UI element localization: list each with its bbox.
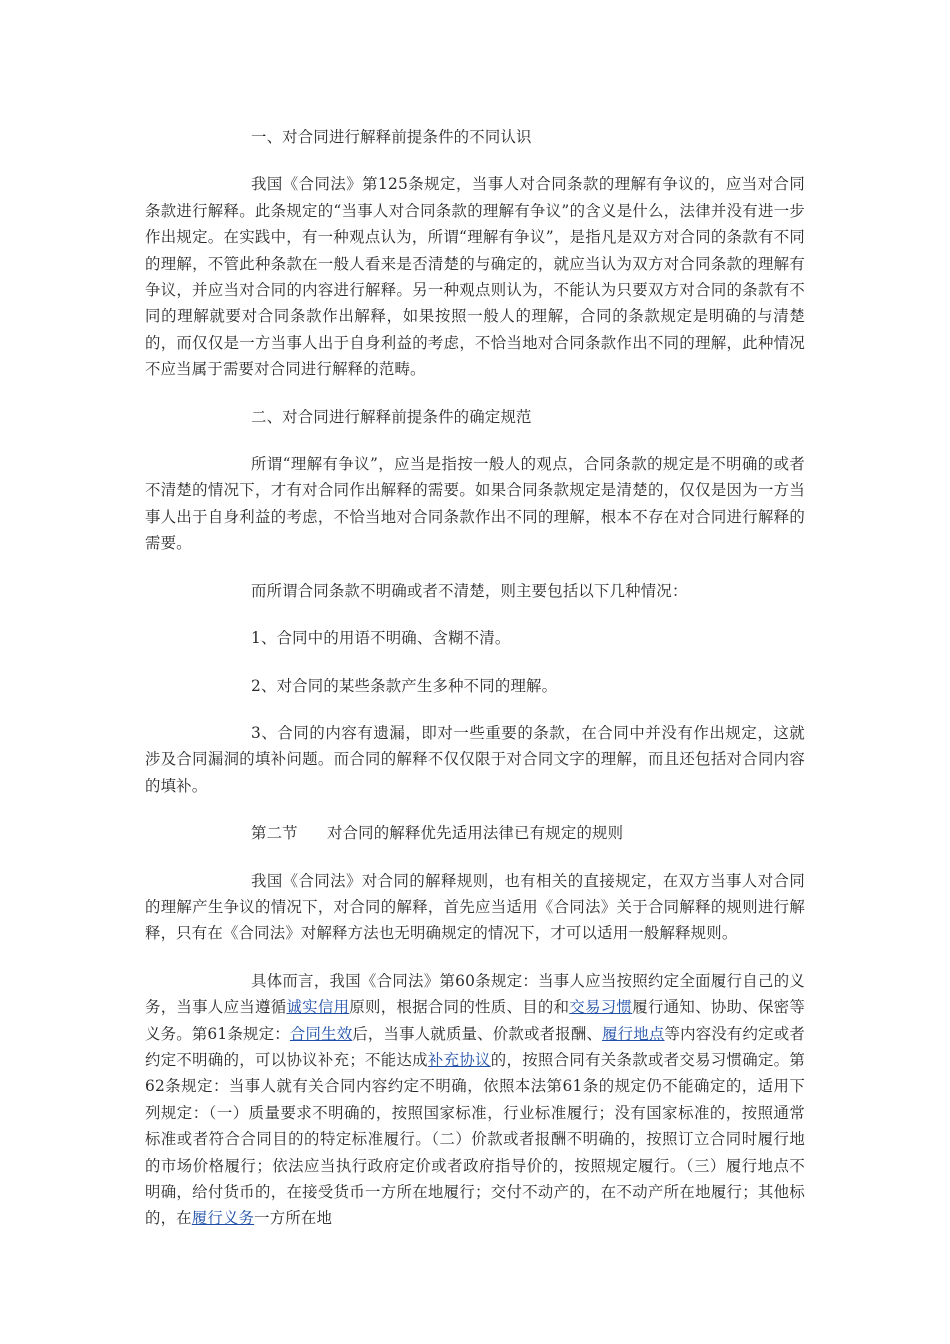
paragraph-5-text-6: 的，按照合同有关条款或者交易习惯确定。第62条规定：当事人就有关合同内容约定不明确，依照本法第61条的规定仍不能确定的，适用下列规定：（一）质量要求不明确的，按照国家标准，行业标准履行；没有国家标准的，按照通常标准或者符合合同目的的特定标准履行。（二）价款或者报酬不明确的，按照订立合同时履行地的市场价格履行；依法应当执行政府定价或者政府指导价的，按照规定履行。（三）履行地点不明确，给付货币的，在接受货币一方所在地履行；交付不动产的，在不动产所在地履行；其他标的，在: [145, 1050, 805, 1228]
paragraph-3: 而所谓合同条款不明确或者不清楚，则主要包括以下几种情况：: [251, 581, 688, 600]
link-supplementary-agreement[interactable]: 补充协议: [427, 1050, 491, 1069]
paragraph-5-text-4: 后，当事人就质量、价款或者报酬、: [352, 1024, 603, 1043]
heading-2: 二、对合同进行解释前提条件的确定规范: [251, 407, 532, 426]
paragraph-4: 我国《合同法》对合同的解释规则，也有相关的直接规定，在双方当事人对合同的理解产生争议的情况下，对合同的解释，首先应当适用《合同法》关于合同解释的规则进行解释，只有在《合同法》对解释方法也无明确规定的情况下，才可以适用一般解释规则。: [145, 871, 805, 943]
list-item-3: 3、合同的内容有遗漏，即对一些重要的条款，在合同中并没有作出规定，这就涉及合同漏洞的填补问题。而合同的解释不仅仅限于对合同文字的理解，而且还包括对合同内容的填补。: [145, 723, 805, 795]
paragraph-5: [145, 968, 805, 1232]
paragraph-5-text-5: 等内容没有约定或者约定不明确的，可以协议补充；不能达成: [145, 1024, 805, 1069]
paragraph-5-text-7: 一方所在地: [254, 1209, 333, 1228]
list-item-1: 1、合同中的用语不明确、含糊不清。: [251, 629, 511, 648]
paragraph-5-text-1: 具体而言，我国《合同法》第60条规定：当事人应当按照约定全面履行自己的义务，当事人应当遵循: [145, 971, 805, 1017]
paragraph-5-text-3: 履行通知、协助、保密等义务。第61条规定：: [145, 998, 805, 1043]
link-performance-obligation[interactable]: 履行义务: [191, 1209, 255, 1228]
link-honesty-credit[interactable]: 诚实信用: [286, 998, 350, 1017]
link-contract-effect[interactable]: 合同生效: [289, 1024, 353, 1043]
link-place-of-performance[interactable]: 履行地点: [602, 1024, 665, 1043]
link-trade-custom[interactable]: 交易习惯: [569, 998, 633, 1017]
list-item-2: 2、对合同的某些条款产生多种不同的理解。: [251, 676, 558, 695]
section-title: 对合同的解释优先适用法律已有规定的规则: [327, 824, 624, 843]
heading-1: 一、对合同进行解释前提条件的不同认识: [251, 128, 532, 146]
paragraph-1: 我国《合同法》第125条规定，当事人对合同条款的理解有争议的，应当对合同条款进行解释。此条规定的“当事人对合同条款的理解有争议”的含义是什么，法律并没有进一步作出规定。在实践中，有一种观点认为，所谓“理解有争议”，是指凡是双方对合同的条款有不同的理解，不管此种条款在一般人看来是否清楚的与确定的，就应当认为双方对合同条款的理解有争议，并应当对合同的内容进行解释。另一种观点则认为，不能认为只要双方对合同的条款有不同的理解就要对合同条款作出解释，如果按照一般人的理解，合同的条款规定是明确的与清楚的，而仅仅是一方当事人出于自身利益的考虑，不恰当地对合同条款作出不同的理解，此种情况不应当属于需要对合同进行解释的范畴。: [145, 175, 805, 379]
document-page: [145, 124, 805, 1253]
paragraph-5-text-2: 原则，根据合同的性质、目的和: [349, 998, 570, 1017]
section-number: 第二节: [251, 824, 298, 843]
paragraph-2: 所谓“理解有争议”，应当是指按一般人的观点，合同条款的规定是不明确的或者不清楚的情况下，才有对合同作出解释的需要。如果合同条款规定是清楚的，仅仅是因为一方当事人出于自身利益的考虑，不恰当地对合同条款作出不同的理解，根本不存在对合同进行解释的需要。: [145, 455, 805, 553]
section-heading: [145, 820, 805, 846]
